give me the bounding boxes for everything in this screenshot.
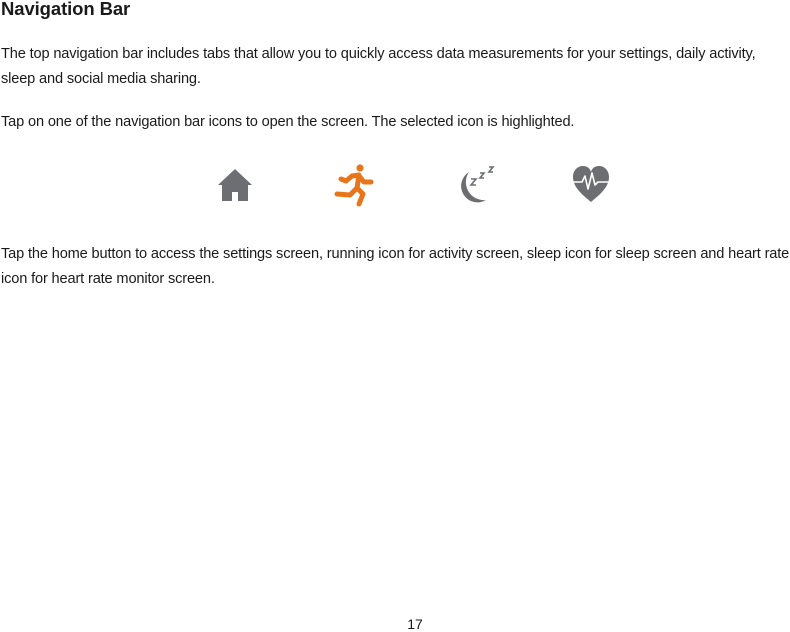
- section-heading: Navigation Bar: [1, 0, 131, 19]
- instruction-paragraph: Tap on one of the navigation bar icons to open the screen. The selected icon is highlighted.: [1, 114, 575, 130]
- running-icon: [331, 162, 377, 208]
- home-icon: [216, 166, 254, 204]
- sleep-icon: [452, 162, 498, 208]
- heart-rate-icon: [570, 164, 612, 204]
- intro-paragraph: The top navigation bar includes tabs that allow you to quickly access data measurements for your settings, daily activity, sleep and social media sharing.: [1, 46, 756, 87]
- page-number: 17: [407, 616, 423, 632]
- icon-description-paragraph: Tap the home button to access the settings screen, running icon for activity screen, sleep icon for sleep screen and heart rate icon for heart rate monitor screen.: [1, 246, 790, 287]
- nav-icon-row: [0, 160, 790, 210]
